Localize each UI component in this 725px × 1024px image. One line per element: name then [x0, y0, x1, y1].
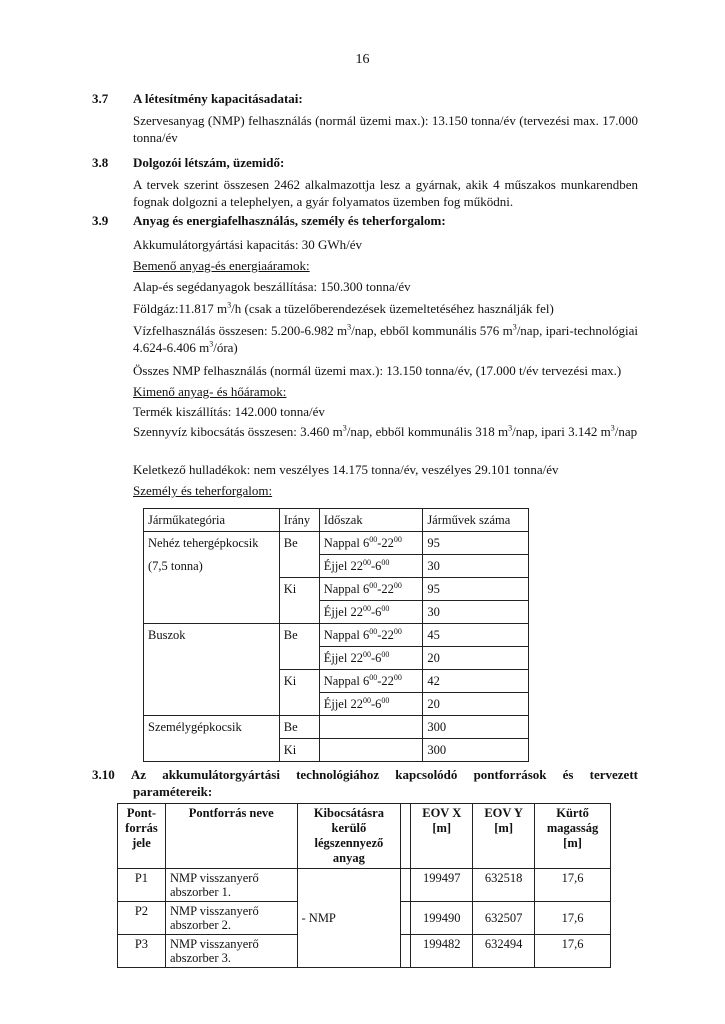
- empty-cell: [401, 804, 411, 869]
- empty-cell: [401, 869, 411, 902]
- page-number: 16: [355, 52, 370, 67]
- outflow-heading: Kimenő anyag- és hőáramok:: [133, 384, 287, 399]
- source-id: P1: [118, 869, 166, 902]
- nmp-usage: Összes NMP felhasználás (normál üzemi max.): 13.150 tonna/év, (17.000 t/év tervezési max.): [133, 363, 622, 378]
- section-3-10-title-line2: paramétereik:: [133, 784, 213, 799]
- empty-cell: [279, 601, 319, 624]
- waste-generated: Keletkező hulladékok: nem veszélyes 14.175 tonna/év, veszélyes 29.101 tonna/év: [133, 462, 559, 477]
- table-row: [118, 869, 611, 902]
- title-word: technológiához: [296, 767, 380, 782]
- count: 300: [423, 739, 529, 762]
- period-day: Nappal $6^{00}-22^{00}$: [319, 532, 423, 555]
- period-day: Nappal $6^{00}-22^{00}$: [319, 578, 423, 601]
- pollutant: - NMP: [297, 869, 401, 968]
- table-row: [144, 693, 529, 716]
- count: 30: [423, 555, 529, 578]
- table-row: [144, 716, 529, 739]
- count: 45: [423, 624, 529, 647]
- count: 20: [423, 647, 529, 670]
- table-row: [144, 532, 529, 555]
- direction-in: Be: [279, 532, 319, 555]
- eov-y: 632494: [473, 935, 535, 968]
- table-row: [144, 624, 529, 647]
- title-word: kapcsolódó: [395, 767, 458, 782]
- eov-x: 199482: [411, 935, 473, 968]
- table-row: [144, 670, 529, 693]
- header-vehicle-count: Járművek száma: [423, 509, 529, 532]
- count: 95: [423, 578, 529, 601]
- section-3-8-number: 3.8: [92, 155, 109, 170]
- battery-capacity: Akkumulátorgyártási kapacitás: 30 GWh/év: [133, 237, 363, 252]
- empty-cell: [279, 555, 319, 578]
- category-bus: Buszok: [144, 624, 280, 647]
- count: 20: [423, 693, 529, 716]
- title-word: pontforrások: [473, 767, 547, 782]
- header-eov-x: EOV X [m]: [411, 804, 473, 869]
- eov-y: 632507: [473, 902, 535, 935]
- source-name: NMP visszanyerő abszorber 2.: [165, 902, 297, 935]
- title-word: Az: [130, 767, 147, 782]
- section-3-9-number: 3.9: [92, 213, 109, 228]
- header-period: Időszak: [319, 509, 423, 532]
- header-vehicle-category: Járműkategória: [144, 509, 280, 532]
- count: 95: [423, 532, 529, 555]
- table-row: [144, 555, 529, 578]
- empty-cell: [319, 716, 423, 739]
- capacity-text: Szervesanyag (NMP) felhasználás (normál üzemi max.): 13.150 tonna/év (tervezési max. 17.000 tonna/év: [133, 113, 638, 145]
- empty-cell: [319, 739, 423, 762]
- direction-out: Ki: [279, 578, 319, 601]
- count: 300: [423, 716, 529, 739]
- product-shipment: Termék kiszállítás: 142.000 tonna/év: [133, 404, 325, 419]
- source-name: NMP visszanyerő abszorber 1.: [165, 869, 297, 902]
- table-row: [144, 647, 529, 670]
- header-source-name: Pontforrás neve: [165, 804, 297, 869]
- empty-cell: [401, 902, 411, 935]
- point-source-table: [117, 803, 611, 968]
- eov-x: 199490: [411, 902, 473, 935]
- empty-cell: [144, 647, 280, 670]
- header-eov-y: EOV Y [m]: [473, 804, 535, 869]
- eov-x: 199497: [411, 869, 473, 902]
- header-stack-height: Kürtő magasság [m]: [535, 804, 611, 869]
- traffic-table: [143, 508, 529, 762]
- direction-in: Be: [279, 624, 319, 647]
- empty-cell: [144, 739, 280, 762]
- source-id: P3: [118, 935, 166, 968]
- section-3-8-title: Dolgozói létszám, üzemidő:: [133, 155, 285, 170]
- count: 42: [423, 670, 529, 693]
- title-word: és: [562, 767, 574, 782]
- natural-gas: Földgáz:11.817 $m^3/h$ (csak a tüzelőberendezések üzemeltetéséhez használják fel): [133, 300, 554, 316]
- period-night: Éjjel $22^{00}-6^{00}$: [319, 647, 423, 670]
- category-hgv: Nehéz tehergépkocsik: [144, 532, 280, 555]
- section-3-7-number: 3.7: [92, 91, 109, 106]
- section-3-10-title: [92, 766, 638, 783]
- source-name: NMP visszanyerő abszorber 3.: [165, 935, 297, 968]
- direction-out: Ki: [279, 739, 319, 762]
- period-night: Éjjel $22^{00}-6^{00}$: [319, 693, 423, 716]
- empty-cell: [144, 670, 280, 693]
- eov-y: 632518: [473, 869, 535, 902]
- empty-cell: [279, 693, 319, 716]
- stack-height: 17,6: [535, 902, 611, 935]
- empty-cell: [279, 647, 319, 670]
- title-word: tervezett: [589, 767, 638, 782]
- period-night: Éjjel $22^{00}-6^{00}$: [319, 555, 423, 578]
- section-3-10-number: 3.10: [92, 767, 115, 782]
- empty-cell: [144, 578, 280, 601]
- title-word: akkumulátorgyártási: [162, 767, 280, 782]
- table-row: [144, 578, 529, 601]
- water-use: Vízfelhasználás összesen: 5.200-6.982 $m^3$/nap, ebből kommunális 576 $m^3$/nap, ipari-technológiai 4.624-6.406 $m^3/óra$): [133, 322, 639, 355]
- inflow-heading: Bemenő anyag-és energiaáramok:: [133, 258, 310, 273]
- header-pollutant: Kibocsátásra kerülő légszennyező anyag: [297, 804, 401, 869]
- header-direction: Irány: [279, 509, 319, 532]
- table-header-row: [144, 509, 529, 532]
- workforce-text: A tervek szerint összesen 2462 alkalmazottja lesz a gyárnak, akik 4 műszakos munkarendben fognak dolgozni a telephelyen, a gyár folyamatos üzemben fog működni.: [133, 177, 638, 209]
- table-header-row: [118, 804, 611, 869]
- category-hgv-note: (7,5 tonna): [144, 555, 280, 578]
- section-3-9-title: Anyag és energiafelhasználás, személy és teherforgalom:: [133, 213, 446, 228]
- traffic-heading: Személy és teherforgalom:: [133, 483, 273, 498]
- source-id: P2: [118, 902, 166, 935]
- period-night: Éjjel $22^{00}-6^{00}$: [319, 601, 423, 624]
- table-row: [144, 739, 529, 762]
- empty-cell: [144, 601, 280, 624]
- period-day: Nappal $6^{00}-22^{00}$: [319, 624, 423, 647]
- stack-height: 17,6: [535, 935, 611, 968]
- period-day: Nappal $6^{00}-22^{00}$: [319, 670, 423, 693]
- wastewater: Szennyvíz kibocsátás összesen: 3.460 $m^3$/nap, ebből kommunális 318 $m^3$/nap, ipari 3.142 $m^3$/nap: [133, 423, 638, 439]
- raw-materials: Alap-és segédanyagok beszállítása: 150.300 tonna/év: [133, 279, 411, 294]
- category-car: Személygépkocsik: [144, 716, 280, 739]
- direction-out: Ki: [279, 670, 319, 693]
- header-source-id: Pont-forrás jele: [118, 804, 166, 869]
- section-3-7-title: A létesítmény kapacitásadatai:: [133, 91, 303, 106]
- stack-height: 17,6: [535, 869, 611, 902]
- table-row: [144, 601, 529, 624]
- direction-in: Be: [279, 716, 319, 739]
- count: 30: [423, 601, 529, 624]
- empty-cell: [401, 935, 411, 968]
- empty-cell: [144, 693, 280, 716]
